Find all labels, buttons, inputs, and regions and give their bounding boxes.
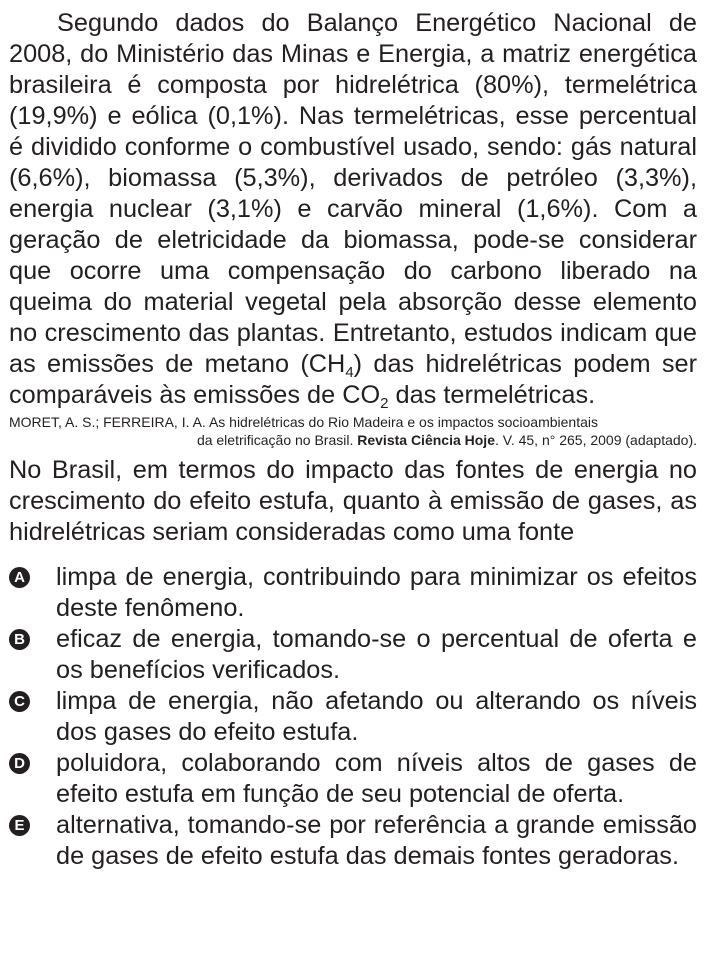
question-page bbox=[9, 8, 697, 872]
passage-part-3: das termelétricas. bbox=[388, 381, 596, 409]
subscript-4: 4 bbox=[345, 364, 354, 381]
citation-line-1: MORET, A. S.; FERREIRA, I. A. As hidrelétricas do Rio Madeira e os impactos socioambientais bbox=[9, 414, 599, 430]
option-e-badge[interactable]: E bbox=[9, 815, 30, 836]
passage-part-1: Segundo dados do Balanço Energético Nacional de 2008, do Ministério das Minas e Energia, a matriz energética brasileira é composta por hidrelétrica (80%), termelétrica (19,9%) e eólica (0,1%). Nas termelétricas, esse percentual é dividido conforme o combustível usado, sendo: gás natural (6,6%), biomassa (5,3%), derivados de petróleo (3,3%), energia nuclear (3,1%) e carvão mineral (1,6%). Com a geração de eletricidade da biomassa, pode-se considerar que ocorre uma compensação do carbono liberado na queima do material vegetal pela absorção desse elemento no crescimento das plantas. Entretanto, estudos indicam que as emissões de metano (CH bbox=[9, 9, 697, 378]
option-e[interactable] bbox=[9, 810, 697, 872]
option-b-badge[interactable]: B bbox=[9, 629, 30, 650]
citation-line-2-end: . V. 45, n° 265, 2009 (adaptado). bbox=[494, 432, 697, 448]
option-a-text: limpa de energia, contribuindo para minimizar os efeitos deste fenômeno. bbox=[56, 563, 697, 622]
option-a-badge[interactable]: A bbox=[9, 567, 30, 588]
subscript-2: 2 bbox=[380, 395, 389, 412]
journal-name: Revista Ciência Hoje bbox=[357, 432, 495, 448]
passage-text bbox=[9, 8, 697, 411]
question-stem: No Brasil, em termos do impacto das fontes de energia no crescimento do efeito estufa, quanto à emissão de gases, as hidrelétricas seriam consideradas como uma fonte bbox=[9, 456, 697, 546]
citation-line-2-start: da eletrificação no Brasil. bbox=[196, 432, 358, 448]
source-citation bbox=[9, 413, 697, 449]
citation-line-2 bbox=[9, 431, 697, 449]
option-d[interactable] bbox=[9, 748, 697, 810]
option-d-text: poluidora, colaborando com níveis altos de gases de efeito estufa em função de seu potencial de oferta. bbox=[56, 749, 697, 808]
answer-options bbox=[9, 562, 697, 872]
option-d-badge[interactable]: D bbox=[9, 753, 30, 774]
option-b[interactable] bbox=[9, 624, 697, 686]
option-b-text: eficaz de energia, tomando-se o percentual de oferta e os benefícios verificados. bbox=[56, 625, 697, 684]
option-c[interactable] bbox=[9, 686, 697, 748]
option-c-text: limpa de energia, não afetando ou alterando os níveis dos gases do efeito estufa. bbox=[56, 687, 697, 746]
option-a[interactable] bbox=[9, 562, 697, 624]
option-c-badge[interactable]: C bbox=[9, 691, 30, 712]
option-e-text: alternativa, tomando-se por referência a grande emissão de gases de efeito estufa das demais fontes geradoras. bbox=[56, 811, 697, 870]
passage-part-2: ) das hidrelétricas podem ser comparáveis às emissões de CO bbox=[9, 350, 697, 409]
